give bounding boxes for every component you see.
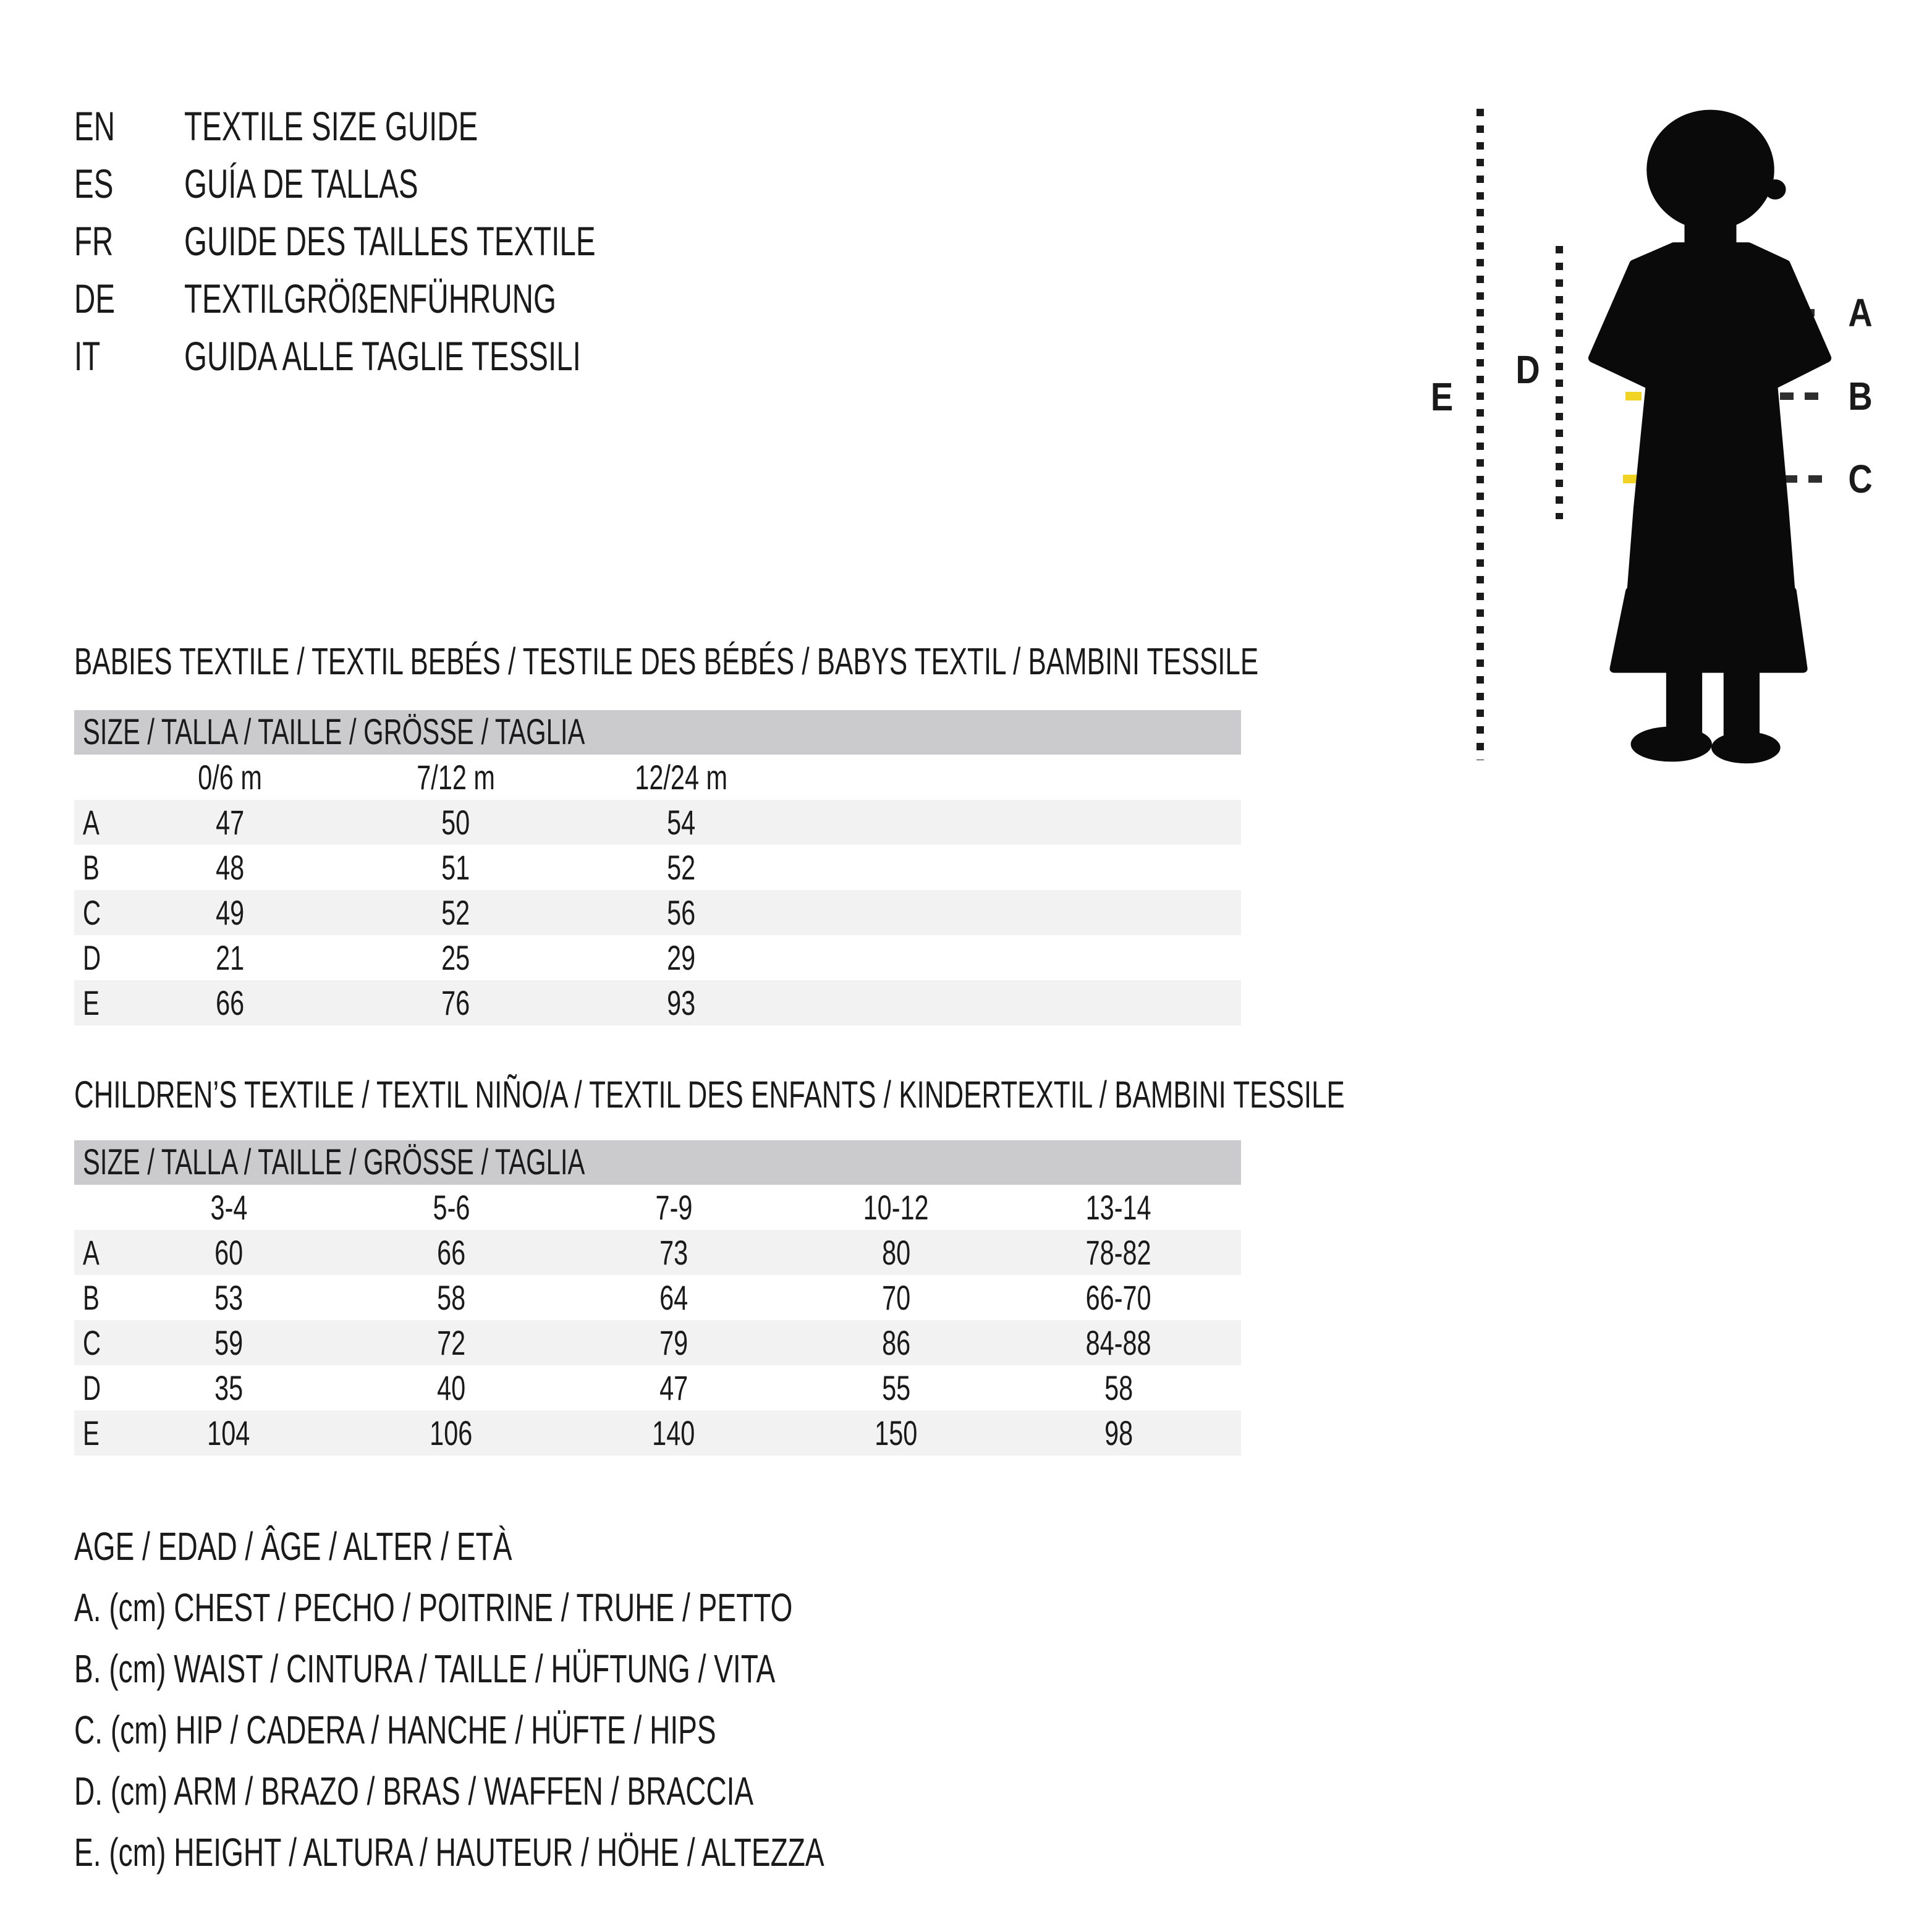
- title-row-es: [74, 155, 756, 213]
- size-value-cell: 47: [659, 1368, 688, 1407]
- column-header: 3-4: [210, 1188, 247, 1227]
- lang-code: ES: [74, 161, 114, 206]
- size-value-cell: 98: [1104, 1413, 1133, 1452]
- size-value-cell: 55: [881, 1368, 911, 1407]
- table-row-e: [74, 980, 1241, 1025]
- guide-title: GUIDE DES TAILLES TEXTILE: [184, 218, 596, 264]
- measure-label-d: D: [1515, 347, 1540, 392]
- legend-hip: C. (cm) HIP / CADERA / HANCHE / HÜFTE / HIPS: [74, 1708, 716, 1752]
- size-value-cell: 51: [441, 848, 470, 887]
- size-value-cell: 52: [667, 848, 696, 887]
- guide-title: GUIDA ALLE TAGLIE TESSILI: [184, 333, 582, 379]
- size-value-cell: 59: [214, 1323, 244, 1362]
- lang-code: IT: [74, 333, 101, 379]
- size-value-cell: 76: [441, 983, 470, 1022]
- size-value-cell: 72: [436, 1323, 466, 1362]
- size-value-cell: 70: [881, 1278, 911, 1317]
- guide-title: GUÍA DE TALLAS: [184, 161, 418, 206]
- column-header: 7-9: [655, 1188, 692, 1227]
- size-value-cell: 48: [216, 848, 245, 887]
- legend-height: E. (cm) HEIGHT / ALTURA / HAUTEUR / HÖHE / ALTEZZA: [74, 1830, 824, 1875]
- row-letter: B: [83, 1278, 100, 1317]
- row-letter: C: [83, 1323, 101, 1362]
- column-header: 12/24 m: [635, 758, 728, 797]
- row-letter: A: [83, 803, 100, 842]
- measurement-legend: [74, 1516, 1116, 1883]
- children-size-table: [74, 1140, 1241, 1455]
- size-value-cell: 40: [436, 1368, 466, 1407]
- size-value-cell: 58: [1104, 1368, 1133, 1407]
- measure-label-a: A: [1848, 290, 1873, 335]
- column-header: 10-12: [863, 1188, 929, 1227]
- size-value-cell: 79: [659, 1323, 688, 1362]
- size-value-cell: 104: [207, 1413, 250, 1452]
- babies-section-title: BABIES TEXTILE / TEXTIL BEBÉS / TESTILE DES BÉBÉS / BABYS TEXTIL / BAMBINI TESSILE: [74, 640, 1259, 682]
- size-value-cell: 66: [216, 983, 245, 1022]
- row-letter: A: [83, 1233, 100, 1272]
- size-value-cell: 80: [881, 1233, 911, 1272]
- title-row-it: [74, 328, 756, 385]
- size-value-cell: 78-82: [1085, 1233, 1151, 1272]
- size-value-cell: 150: [875, 1413, 918, 1452]
- title-row-en: [74, 98, 756, 155]
- silhouette-right-shoe: [1711, 732, 1780, 763]
- row-letter: E: [83, 983, 100, 1022]
- size-value-cell: 35: [214, 1368, 244, 1407]
- size-value-cell: 54: [667, 803, 696, 842]
- title-row-fr: [74, 213, 756, 270]
- table-row-b: [74, 845, 1241, 890]
- row-letter: D: [83, 938, 101, 977]
- size-value-cell: 52: [441, 893, 470, 932]
- size-value-cell: 25: [441, 938, 470, 977]
- size-value-cell: 86: [881, 1323, 911, 1362]
- table-row-b: [74, 1275, 1241, 1320]
- size-value-cell: 140: [652, 1413, 695, 1452]
- size-value-cell: 53: [214, 1278, 244, 1317]
- size-value-cell: 58: [436, 1278, 466, 1317]
- table-row-d: [74, 935, 1241, 980]
- corner-cell: [74, 1185, 117, 1230]
- size-value-cell: 56: [667, 893, 696, 932]
- table-row-d: [74, 1365, 1241, 1410]
- size-value-cell: 49: [216, 893, 245, 932]
- size-value-cell: 64: [659, 1278, 688, 1317]
- row-letter: B: [83, 848, 100, 887]
- silhouette-left-shoe: [1631, 727, 1711, 761]
- column-header: 13-14: [1085, 1188, 1151, 1227]
- row-letter: C: [83, 893, 101, 932]
- size-value-cell: 50: [441, 803, 470, 842]
- row-letter: D: [83, 1368, 101, 1407]
- size-value-cell: 66: [436, 1233, 466, 1272]
- silhouette-shirt: [1593, 247, 1826, 602]
- table-row-a: [74, 800, 1241, 845]
- column-header-row: [74, 1185, 1241, 1230]
- legend-waist: B. (cm) WAIST / CINTURA / TAILLE / HÜFTUNG / VITA: [74, 1646, 776, 1691]
- table-row-a: [74, 1230, 1241, 1275]
- children-section-title: CHILDREN’S TEXTILE / TEXTIL NIÑO/A / TEXTIL DES ENFANTS / KINDERTEXTIL / BAMBINI TESSILE: [74, 1074, 1345, 1116]
- size-value-cell: 21: [216, 938, 245, 977]
- babies-size-table: [74, 710, 1241, 1025]
- size-value-cell: 47: [216, 803, 245, 842]
- lang-code: EN: [74, 103, 116, 149]
- column-header-row: [74, 755, 1241, 800]
- legend-chest: A. (cm) CHEST / PECHO / POITRINE / TRUHE / PETTO: [74, 1585, 793, 1630]
- language-title-block: [74, 98, 756, 385]
- corner-cell: [74, 755, 117, 800]
- row-letter: E: [83, 1413, 100, 1452]
- size-value-cell: 66-70: [1085, 1278, 1151, 1317]
- table-row-c: [74, 890, 1241, 935]
- measure-label-b: B: [1848, 374, 1873, 418]
- lang-code: DE: [74, 276, 116, 321]
- size-value-cell: 84-88: [1085, 1323, 1151, 1362]
- silhouette-ear: [1765, 180, 1786, 200]
- legend-arm: D. (cm) ARM / BRAZO / BRAS / WAFFEN / BRACCIA: [74, 1769, 754, 1813]
- size-value-cell: 29: [667, 938, 696, 977]
- title-row-de: [74, 270, 756, 328]
- size-value-cell: 106: [430, 1413, 473, 1452]
- guide-title: TEXTILGRÖßENFÜHRUNG: [184, 276, 557, 321]
- measure-label-e: E: [1430, 375, 1454, 419]
- column-header: 7/12 m: [417, 758, 495, 797]
- size-header-band: SIZE / TALLA / TAILLE / GRÖSSE / TAGLIA: [74, 710, 1241, 755]
- size-header-band: SIZE / TALLA / TAILLE / GRÖSSE / TAGLIA: [74, 1140, 1241, 1185]
- size-value-cell: 93: [667, 983, 696, 1022]
- table-row-e: [74, 1410, 1241, 1455]
- lang-code: FR: [74, 218, 114, 264]
- column-header: 5-6: [433, 1188, 470, 1227]
- column-header: 0/6 m: [198, 758, 263, 797]
- size-value-cell: 60: [214, 1233, 244, 1272]
- guide-title: TEXTILE SIZE GUIDE: [184, 103, 478, 149]
- legend-age: AGE / EDAD / ÂGE / ALTER / ETÀ: [74, 1524, 512, 1569]
- measure-label-c: C: [1848, 457, 1873, 501]
- table-row-c: [74, 1320, 1241, 1365]
- size-value-cell: 73: [659, 1233, 688, 1272]
